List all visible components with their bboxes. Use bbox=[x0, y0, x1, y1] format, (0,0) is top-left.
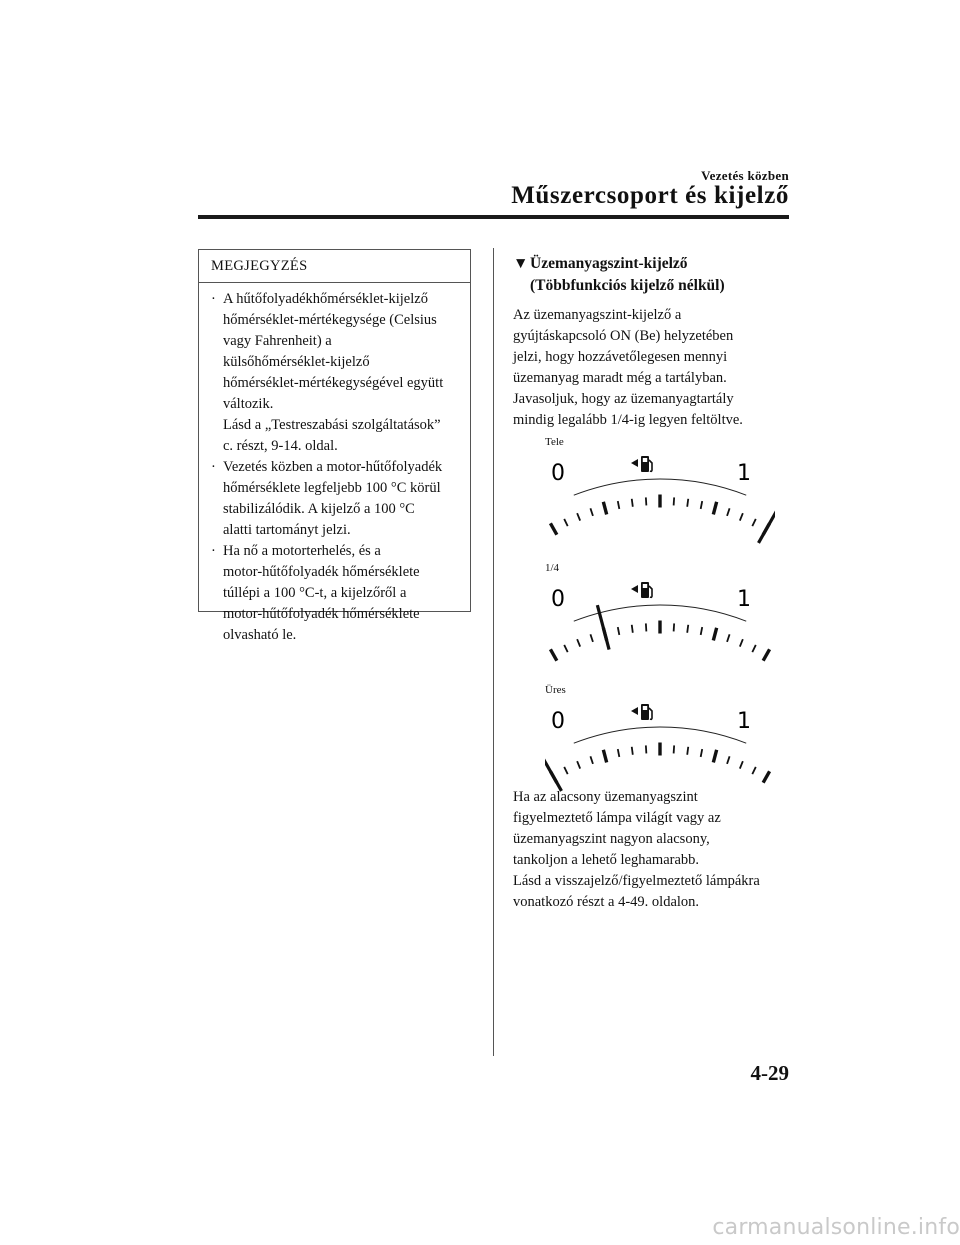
gauge-label: Üres bbox=[545, 684, 566, 696]
note-line: c. részt, 9-14. oldal. bbox=[223, 438, 338, 454]
gauge-major-tick bbox=[550, 523, 556, 534]
heading-line-2: (Többfunkciós kijelző nélkül) bbox=[530, 277, 725, 294]
header-rule bbox=[198, 215, 789, 219]
fuel-gauge-empty bbox=[545, 684, 775, 802]
running-header-section: Vezetés közben bbox=[701, 168, 789, 183]
gauge-minor-tick bbox=[564, 645, 567, 652]
note-line: változik. bbox=[223, 396, 274, 412]
intro-line: jelzi, hogy hozzávetőlegesen mennyi bbox=[513, 349, 728, 365]
fuel-pump-window-icon bbox=[643, 706, 647, 710]
gauge-minor-tick bbox=[752, 767, 755, 774]
gauge-minor-tick bbox=[618, 749, 620, 757]
gauge-major-tick bbox=[603, 750, 606, 763]
gauge-major-tick bbox=[763, 771, 769, 782]
note-line: alatti tartományt jelzi. bbox=[223, 522, 351, 538]
outro-line: üzemanyagszint nagyon alacsony, bbox=[513, 831, 710, 847]
gauge-minor-tick bbox=[687, 499, 688, 507]
fuel-pump-hose-icon bbox=[649, 460, 652, 471]
fuel-intro-paragraph bbox=[513, 305, 793, 431]
gauge-minor-tick bbox=[674, 623, 675, 631]
gauge-minor-tick bbox=[752, 519, 755, 526]
gauge-minor-tick bbox=[646, 623, 647, 631]
bullet-icon: · bbox=[211, 291, 216, 307]
outro-line: vonatkozó részt a 4-49. oldalon. bbox=[513, 894, 700, 910]
note-line: hőmérséklete legfeljebb 100 °C körül bbox=[223, 480, 441, 496]
note-title: MEGJEGYZÉS bbox=[199, 250, 470, 283]
gauge-minor-tick bbox=[740, 639, 743, 646]
note-line: Ha nő a motorterhelés, és a bbox=[223, 543, 381, 559]
gauge-min-label: 0 bbox=[551, 709, 565, 734]
gauge-minor-tick bbox=[632, 499, 633, 507]
gauge-minor-tick bbox=[740, 513, 743, 520]
gauge-minor-tick bbox=[632, 625, 633, 633]
column-divider bbox=[493, 248, 494, 1056]
note-line: olvasható le. bbox=[223, 627, 297, 643]
fuel-gauge-graphic bbox=[545, 452, 775, 554]
gauge-label: Tele bbox=[545, 436, 564, 448]
note-line: motor-hűtőfolyadék hőmérséklete bbox=[223, 564, 420, 580]
gauge-minor-tick bbox=[564, 519, 567, 526]
gauge-minor-tick bbox=[590, 756, 593, 764]
note-line: vagy Fahrenheit) a bbox=[223, 333, 332, 349]
gauge-minor-tick bbox=[577, 639, 580, 646]
gauge-minor-tick bbox=[618, 501, 620, 509]
fuel-gauge-heading bbox=[513, 253, 793, 297]
note-line: Vezetés közben a motor-hűtőfolyadék bbox=[223, 459, 443, 475]
gauge-minor-tick bbox=[632, 747, 633, 755]
note-list bbox=[199, 283, 470, 646]
intro-line: Az üzemanyagszint-kijelző a bbox=[513, 307, 682, 323]
gauge-minor-tick bbox=[701, 501, 703, 509]
gauge-minor-tick bbox=[687, 625, 688, 633]
note-line: hőmérséklet-mértékegysége (Celsius bbox=[223, 312, 437, 328]
gauge-min-label: 0 bbox=[551, 587, 565, 612]
fuel-pump-hose-icon bbox=[649, 586, 652, 597]
note-line: külsőhőmérséklet-kijelző bbox=[223, 354, 370, 370]
fuel-pump-icon bbox=[631, 582, 652, 598]
fuel-gauge-graphic bbox=[545, 578, 775, 680]
fuel-side-arrow-icon bbox=[631, 707, 638, 715]
gauge-needle bbox=[545, 751, 562, 791]
heading-line-1: Üzemanyagszint-kijelző bbox=[530, 255, 688, 272]
fuel-pump-icon bbox=[631, 456, 652, 472]
gauge-major-tick bbox=[603, 502, 606, 515]
fuel-pump-window-icon bbox=[643, 584, 647, 588]
gauge-minor-tick bbox=[577, 761, 580, 768]
outro-line: Ha az alacsony üzemanyagszint bbox=[513, 789, 698, 805]
bullet-icon: · bbox=[211, 543, 216, 559]
note-line: motor-hűtőfolyadék hőmérséklete bbox=[223, 606, 420, 622]
gauge-minor-tick bbox=[646, 497, 647, 505]
note-line: A hűtőfolyadékhőmérséklet-kijelző bbox=[223, 291, 428, 307]
running-header-title: Műszercsoport és kijelző bbox=[511, 182, 789, 209]
fuel-warning-paragraph bbox=[513, 787, 798, 913]
gauge-minor-tick bbox=[727, 508, 730, 516]
gauge-minor-tick bbox=[727, 756, 730, 764]
gauge-max-label: 1 bbox=[737, 461, 751, 486]
gauge-minor-tick bbox=[701, 749, 703, 757]
gauge-minor-tick bbox=[687, 747, 688, 755]
intro-line: gyújtáskapcsoló ON (Be) helyzetében bbox=[513, 328, 734, 344]
gauge-minor-tick bbox=[752, 645, 755, 652]
fuel-gauge-full bbox=[545, 436, 775, 554]
note-line: stabilizálódik. A kijelző a 100 °C bbox=[223, 501, 415, 517]
gauge-label: 1/4 bbox=[545, 562, 560, 574]
gauge-minor-tick bbox=[564, 767, 567, 774]
fuel-side-arrow-icon bbox=[631, 459, 638, 467]
outro-line: figyelmeztető lámpa világít vagy az bbox=[513, 810, 721, 826]
fuel-side-arrow-icon bbox=[631, 585, 638, 593]
note-line: túllépi a 100 °C-t, a kijelzőről a bbox=[223, 585, 407, 601]
intro-line: Javasoljuk, hogy az üzemanyagtartály bbox=[513, 391, 734, 407]
gauge-major-tick bbox=[713, 502, 716, 515]
gauge-arc bbox=[574, 727, 746, 743]
fuel-pump-icon bbox=[631, 704, 652, 720]
gauge-minor-tick bbox=[740, 761, 743, 768]
gauge-minor-tick bbox=[674, 745, 675, 753]
intro-line: mindig legalább 1/4-ig legyen feltöltve. bbox=[513, 412, 743, 428]
intro-line: üzemanyag maradt még a tartályban. bbox=[513, 370, 727, 386]
gauge-minor-tick bbox=[618, 627, 620, 635]
gauge-minor-tick bbox=[590, 634, 593, 642]
bullet-icon: · bbox=[211, 459, 216, 475]
note-line: hőmérséklet-mértékegységével együtt bbox=[223, 375, 444, 391]
note-box bbox=[198, 249, 471, 643]
gauge-arc bbox=[574, 479, 746, 495]
outro-line: tankoljon a lehető leghamarabb. bbox=[513, 852, 700, 868]
gauge-max-label: 1 bbox=[737, 587, 751, 612]
gauge-minor-tick bbox=[646, 745, 647, 753]
watermark: carmanualsonline.info bbox=[712, 1215, 960, 1240]
gauge-max-label: 1 bbox=[737, 709, 751, 734]
fuel-pump-hose-icon bbox=[649, 708, 652, 719]
page-number: 4-29 bbox=[750, 1061, 789, 1085]
triangle-marker-icon: ▼ bbox=[513, 255, 529, 272]
note-item-coolant-unit bbox=[209, 289, 464, 457]
gauge-minor-tick bbox=[577, 513, 580, 520]
outro-line: Lásd a visszajelző/figyelmeztető lámpákra bbox=[513, 873, 760, 889]
fuel-pump-window-icon bbox=[643, 458, 647, 462]
gauge-minor-tick bbox=[674, 497, 675, 505]
gauge-min-label: 0 bbox=[551, 461, 565, 486]
fuel-gauge-quarter bbox=[545, 562, 775, 680]
note-line: Lásd a „Testreszabási szolgáltatások” bbox=[223, 417, 441, 433]
gauge-minor-tick bbox=[727, 634, 730, 642]
gauge-major-tick bbox=[763, 649, 769, 660]
note-item-coolant-stabilize bbox=[209, 457, 464, 541]
gauge-needle bbox=[758, 503, 775, 543]
gauge-major-tick bbox=[713, 628, 716, 641]
note-item-engine-load bbox=[209, 541, 464, 646]
gauge-major-tick bbox=[713, 750, 716, 763]
gauge-minor-tick bbox=[590, 508, 593, 516]
gauge-minor-tick bbox=[701, 627, 703, 635]
gauge-major-tick bbox=[550, 649, 556, 660]
